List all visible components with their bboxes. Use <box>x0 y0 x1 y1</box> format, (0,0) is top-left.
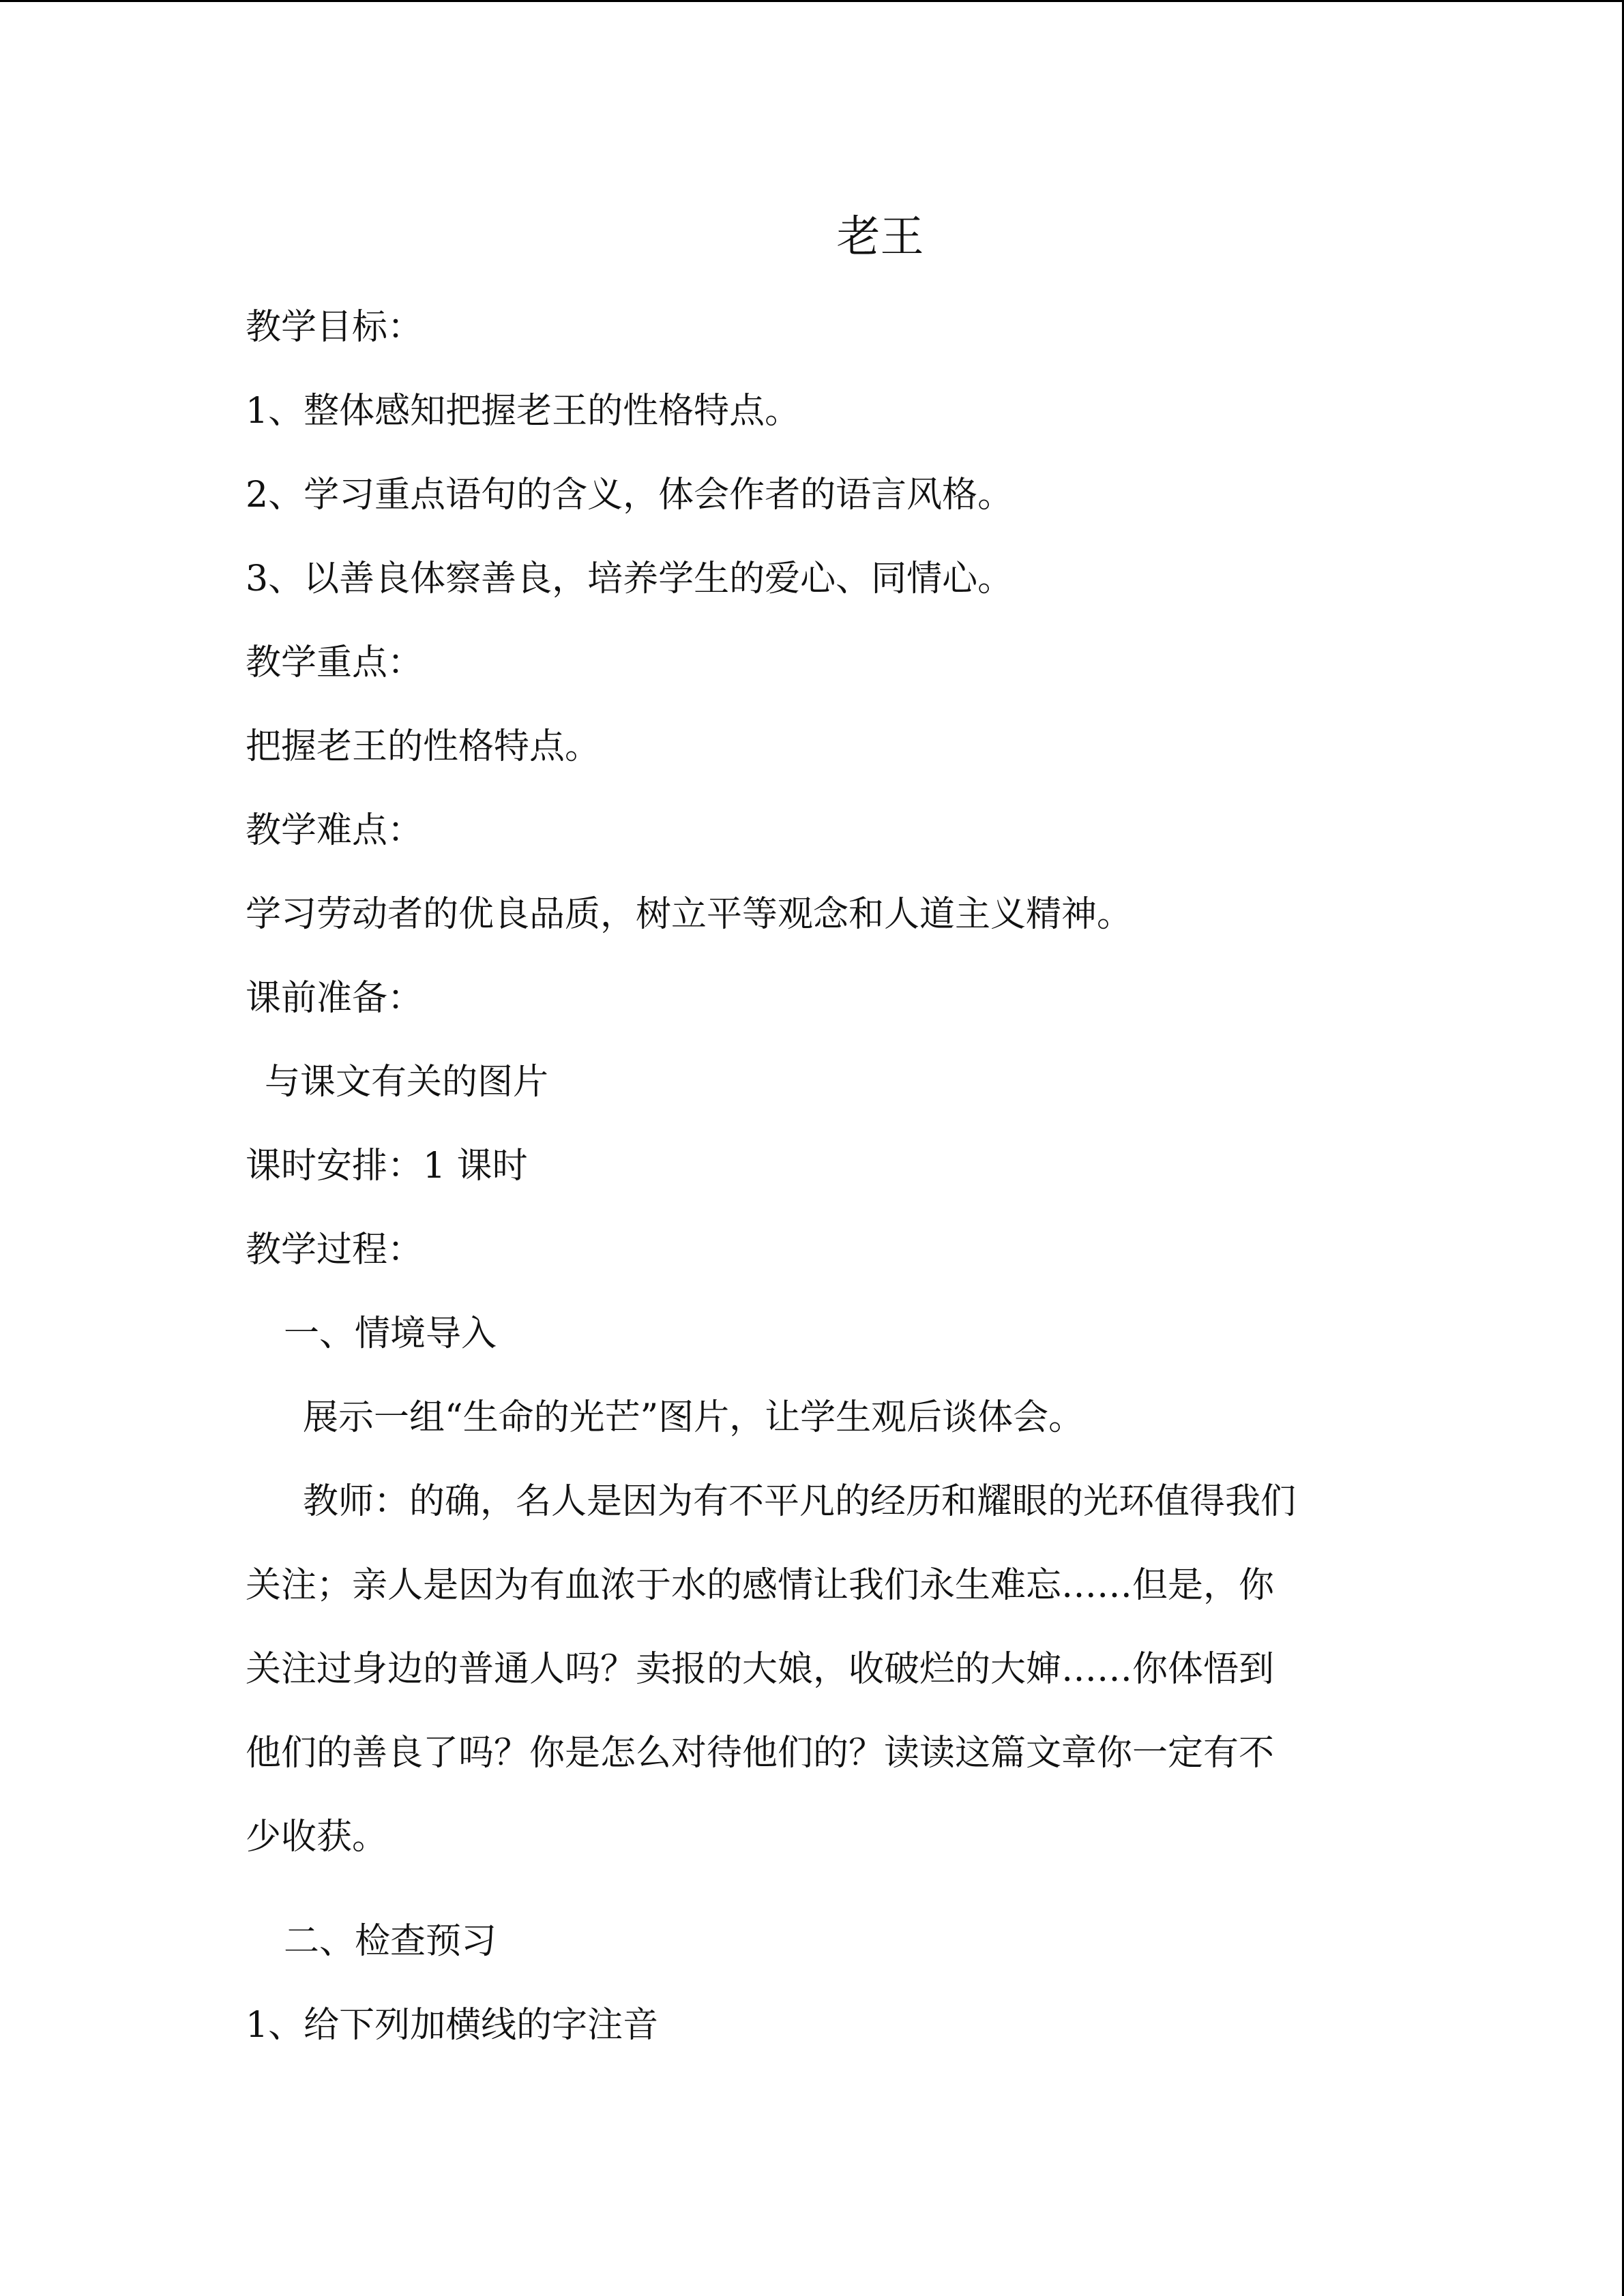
objective-item-3: 3、以善良体察善良，培养学生的爱心、同情心。 <box>246 558 1014 599</box>
section-heading-objectives: 教学目标： <box>246 307 424 348</box>
objective-item-2: 2、学习重点语句的含义，体会作者的语言风格。 <box>246 475 1014 516</box>
teacher-paragraph-line-4: 他们的善良了吗？你是怎么对待他们的？读读这篇文章你一定有不 <box>246 1733 1275 1774</box>
preparation-text: 与课文有关的图片 <box>265 1062 549 1103</box>
schedule-text: 课时安排：1 课时 <box>246 1146 528 1187</box>
subheading-preview-check: 二、检查预习 <box>284 1921 497 1962</box>
subheading-introduction: 一、情境导入 <box>284 1313 497 1354</box>
key-point-text: 把握老王的性格特点。 <box>246 726 601 767</box>
teacher-paragraph-line-1: 教师：的确，名人是因为有不平凡的经历和耀眼的光环值得我们 <box>303 1481 1297 1522</box>
section-heading-key-points: 教学重点： <box>246 642 424 683</box>
teacher-paragraph-line-3: 关注过身边的普通人吗？卖报的大娘，收破烂的大婶……你体悟到 <box>246 1649 1275 1690</box>
teacher-paragraph-line-2: 关注；亲人是因为有血浓于水的感情让我们永生难忘……但是，你 <box>246 1565 1275 1606</box>
document-title: 老王 <box>836 212 924 263</box>
introduction-text: 展示一组“生命的光芒”图片，让学生观后谈体会。 <box>303 1397 1084 1438</box>
objective-item-1: 1、整体感知把握老王的性格特点。 <box>246 391 801 432</box>
preview-item-1: 1、给下列加横线的字注音 <box>246 2005 659 2046</box>
section-heading-process: 教学过程： <box>246 1229 424 1270</box>
teacher-paragraph-line-5: 少收获。 <box>246 1817 388 1858</box>
difficulty-text: 学习劳动者的优良品质，树立平等观念和人道主义精神。 <box>246 894 1133 935</box>
section-heading-preparation: 课前准备： <box>246 978 424 1019</box>
section-heading-difficulties: 教学难点： <box>246 810 424 851</box>
page-border-top <box>0 0 1624 2</box>
